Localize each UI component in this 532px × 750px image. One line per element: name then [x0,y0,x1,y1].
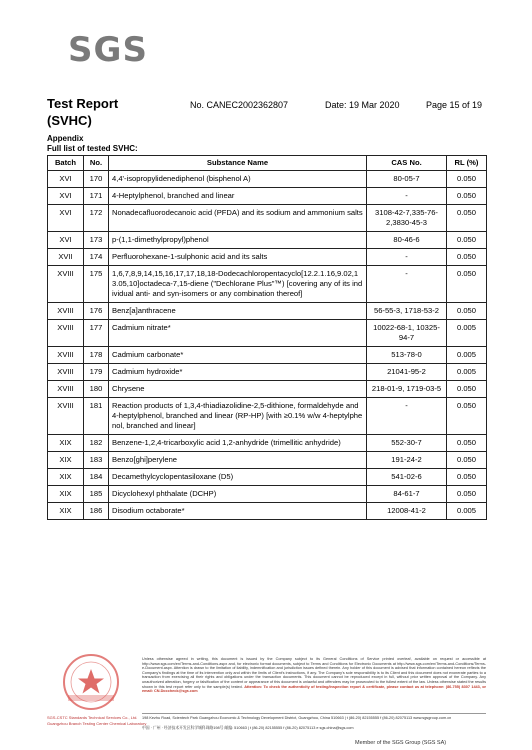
cell-substance-name: Cadmium hydroxide* [109,364,367,381]
sgs-logo [66,26,150,72]
cell-cas-number: 84-61-7 [367,486,447,503]
cell-substance-name: Cadmium nitrate* [109,320,367,347]
report-subtitle: (SVHC) [47,113,92,128]
list-heading: Full list of tested SVHC: [47,144,138,153]
table-row [48,266,487,303]
column-header-cas: CAS No. [367,156,447,171]
footer-disclaimer [142,657,486,694]
cell-reporting-limit: 0.005 [447,503,487,520]
table-row [48,398,487,435]
cell-number: 171 [84,188,109,205]
cell-batch: XVIII [48,347,84,364]
cell-reporting-limit: 0.050 [447,205,487,232]
table-row [48,347,487,364]
cell-number: 185 [84,486,109,503]
cell-batch: XVI [48,188,84,205]
cell-substance-name: Benzo[ghi]perylene [109,452,367,469]
cell-number: 179 [84,364,109,381]
cell-cas-number: - [367,249,447,266]
cell-batch: XIX [48,503,84,520]
cell-reporting-limit: 0.050 [447,171,487,188]
cell-batch: XIX [48,486,84,503]
footer-divider [142,713,486,714]
cell-substance-name: Chrysene [109,381,367,398]
column-header-batch: Batch [48,156,84,171]
table-body [48,171,487,520]
cell-cas-number: 80-05-7 [367,171,447,188]
cell-reporting-limit: 0.005 [447,320,487,347]
sgs-logo-text: SGS [68,30,148,70]
cell-cas-number: 3108-42-7,335-76-2,3830-45-3 [367,205,447,232]
cell-batch: XVIII [48,266,84,303]
cell-reporting-limit: 0.050 [447,249,487,266]
table-row [48,232,487,249]
footer-address-chinese: 中国 · 广州 · 经济技术开发区科学城科珠路198号 邮编: 510663 | t (86-20) 82155555 f (86-20) 82075113 e sgs.china@sgs.com [142,726,354,730]
table-row [48,435,487,452]
cell-batch: XVIII [48,398,84,435]
cell-substance-name: 4,4'-isopropylidenediphenol (bisphenol A) [109,171,367,188]
stamp-label-english: SGS-CSTC Standards Technical Services Co., Ltd. [47,715,138,720]
cell-substance-name: Benzene-1,2,4-tricarboxylic acid 1,2-anhydride (trimellitic anhydride) [109,435,367,452]
footer-address-english: 198 Kezhu Road, Scientech Park Guangzhou Economic & Technology Development District, Guangzhou, China 510663 | t (86-20) 82155555 f (86-20) 82075113 www.sgsgroup.com.cn [142,716,452,720]
table-row [48,486,487,503]
table-row [48,364,487,381]
cell-cas-number: - [367,266,447,303]
column-header-substance: Substance Name [109,156,367,171]
column-header-rl: RL (%) [447,156,487,171]
cell-number: 183 [84,452,109,469]
table-row [48,249,487,266]
cell-cas-number: 80-46-6 [367,232,447,249]
report-title: Test Report [47,96,119,111]
cell-number: 178 [84,347,109,364]
cell-cas-number: - [367,188,447,205]
cell-cas-number: 541-02-6 [367,469,447,486]
cell-substance-name: 1,6,7,8,9,14,15,16,17,17,18,18-Dodecachloropentacyclo[12.2.1.16,9.02,13.05,10]octadeca-7,15-diene ("Dechlorane Plus"™) [covering any of its individual anti- and syn-isomers or any combination thereof] [109,266,367,303]
disclaimer-text: Unless otherwise agreed in writing, this document is issued by the Company subject to its General Conditions of Service printed overleaf, available on request or accessible at http://www.sgs.com/en/Terms-and-Conditions.aspx and, for electronic format documents, subject to Terms and Conditions for Electronic Documents at http://www.sgs.com/en/Terms-and-Conditions/Terms-e-Document.aspx. Attention is drawn to the limitation of liability, indemnification and jurisdiction issues defined therein. Any holder of this document is advised that information contained hereon reflects the Company's findings at the time of its intervention only and within the limits of Client's instructions, if any. The Company's sole responsibility is to its Client and this document does not exonerate parties to a transaction from exercising all their rights and obligations under the transaction documents. This document cannot be reproduced except in full, without prior written approval of the Company. Any unauthorized alteration, forgery or falsification of the content or appearance of this document is unlawful and offenders may be prosecuted to the fullest extent of the law. Unless otherwise stated the results shown in this test report refer only to the sample(s) tested. [142,657,486,689]
table-header-row [48,156,487,171]
cell-reporting-limit: 0.050 [447,188,487,205]
cell-number: 181 [84,398,109,435]
cell-batch: XVI [48,171,84,188]
cell-cas-number: 21041-95-2 [367,364,447,381]
cell-cas-number: 513-78-0 [367,347,447,364]
cell-cas-number: 191-24-2 [367,452,447,469]
cell-substance-name: Reaction products of 1,3,4-thiadiazolidine-2,5-dithione, formaldehyde and 4-heptylphenol, branched and linear (RP-HP) [with ≥0.1% w/w 4-heptylphenol, branched and linear] [109,398,367,435]
cell-reporting-limit: 0.050 [447,486,487,503]
cell-reporting-limit: 0.005 [447,347,487,364]
cell-number: 180 [84,381,109,398]
svhc-table [47,155,487,520]
cell-cas-number: 552-30-7 [367,435,447,452]
cell-reporting-limit: 0.050 [447,381,487,398]
table-row [48,320,487,347]
cell-substance-name: Benz[a]anthracene [109,303,367,320]
sgs-member-note: Member of the SGS Group (SGS SA) [355,740,447,746]
table-row [48,452,487,469]
cell-number: 184 [84,469,109,486]
cell-number: 182 [84,435,109,452]
lab-seal-stamp [58,652,124,712]
cell-number: 172 [84,205,109,232]
cell-substance-name: Disodium octaborate* [109,503,367,520]
table-row [48,503,487,520]
table-row [48,469,487,486]
cell-batch: XIX [48,452,84,469]
cell-batch: XIX [48,435,84,452]
cell-reporting-limit: 0.050 [447,469,487,486]
cell-reporting-limit: 0.050 [447,452,487,469]
cell-reporting-limit: 0.050 [447,266,487,303]
cell-cas-number: 10022-68-1, 10325-94-7 [367,320,447,347]
cell-batch: XVIII [48,381,84,398]
cell-substance-name: Nonadecafluorodecanoic acid (PFDA) and its sodium and ammonium salts [109,205,367,232]
appendix-heading: Appendix [47,134,84,143]
cell-substance-name: Cadmium carbonate* [109,347,367,364]
table-row [48,205,487,232]
cell-reporting-limit: 0.005 [447,364,487,381]
report-date: Date: 19 Mar 2020 [325,100,400,110]
cell-cas-number: - [367,398,447,435]
cell-batch: XVI [48,232,84,249]
cell-batch: XVI [48,205,84,232]
cell-substance-name: 4-Heptylphenol, branched and linear [109,188,367,205]
stamp-label-branch: Guangzhou Branch Testing Center Chemical Laboratory [47,721,147,726]
cell-substance-name: p-(1,1-dimethylpropyl)phenol [109,232,367,249]
report-number: No. CANEC2002362807 [190,100,289,110]
cell-batch: XVIII [48,303,84,320]
cell-substance-name: Perfluorohexane-1-sulphonic acid and its salts [109,249,367,266]
table-row [48,303,487,320]
cell-batch: XVIII [48,320,84,347]
cell-reporting-limit: 0.050 [447,303,487,320]
cell-number: 174 [84,249,109,266]
cell-substance-name: Dicyclohexyl phthalate (DCHP) [109,486,367,503]
column-header-no: No. [84,156,109,171]
table-row [48,188,487,205]
table-row [48,171,487,188]
cell-number: 175 [84,266,109,303]
cell-cas-number: 12008-41-2 [367,503,447,520]
cell-number: 176 [84,303,109,320]
cell-cas-number: 56-55-3, 1718-53-2 [367,303,447,320]
cell-number: 173 [84,232,109,249]
cell-cas-number: 218-01-9, 1719-03-5 [367,381,447,398]
cell-reporting-limit: 0.050 [447,435,487,452]
cell-number: 170 [84,171,109,188]
cell-number: 186 [84,503,109,520]
cell-substance-name: Decamethylcyclopentasiloxane (D5) [109,469,367,486]
cell-batch: XVIII [48,364,84,381]
page-number: Page 15 of 19 [426,100,483,110]
cell-number: 177 [84,320,109,347]
cell-batch: XIX [48,469,84,486]
cell-reporting-limit: 0.050 [447,398,487,435]
table-row [48,381,487,398]
cell-batch: XVII [48,249,84,266]
cell-reporting-limit: 0.050 [447,232,487,249]
authenticity-notice: Attention: To check the authenticity of testing/inspection report & certificate, please contact us at telephone: (86-755) 8307 1443, or email: CN.Doccheck@sgs.com [142,684,486,694]
seal-icon [58,652,124,712]
